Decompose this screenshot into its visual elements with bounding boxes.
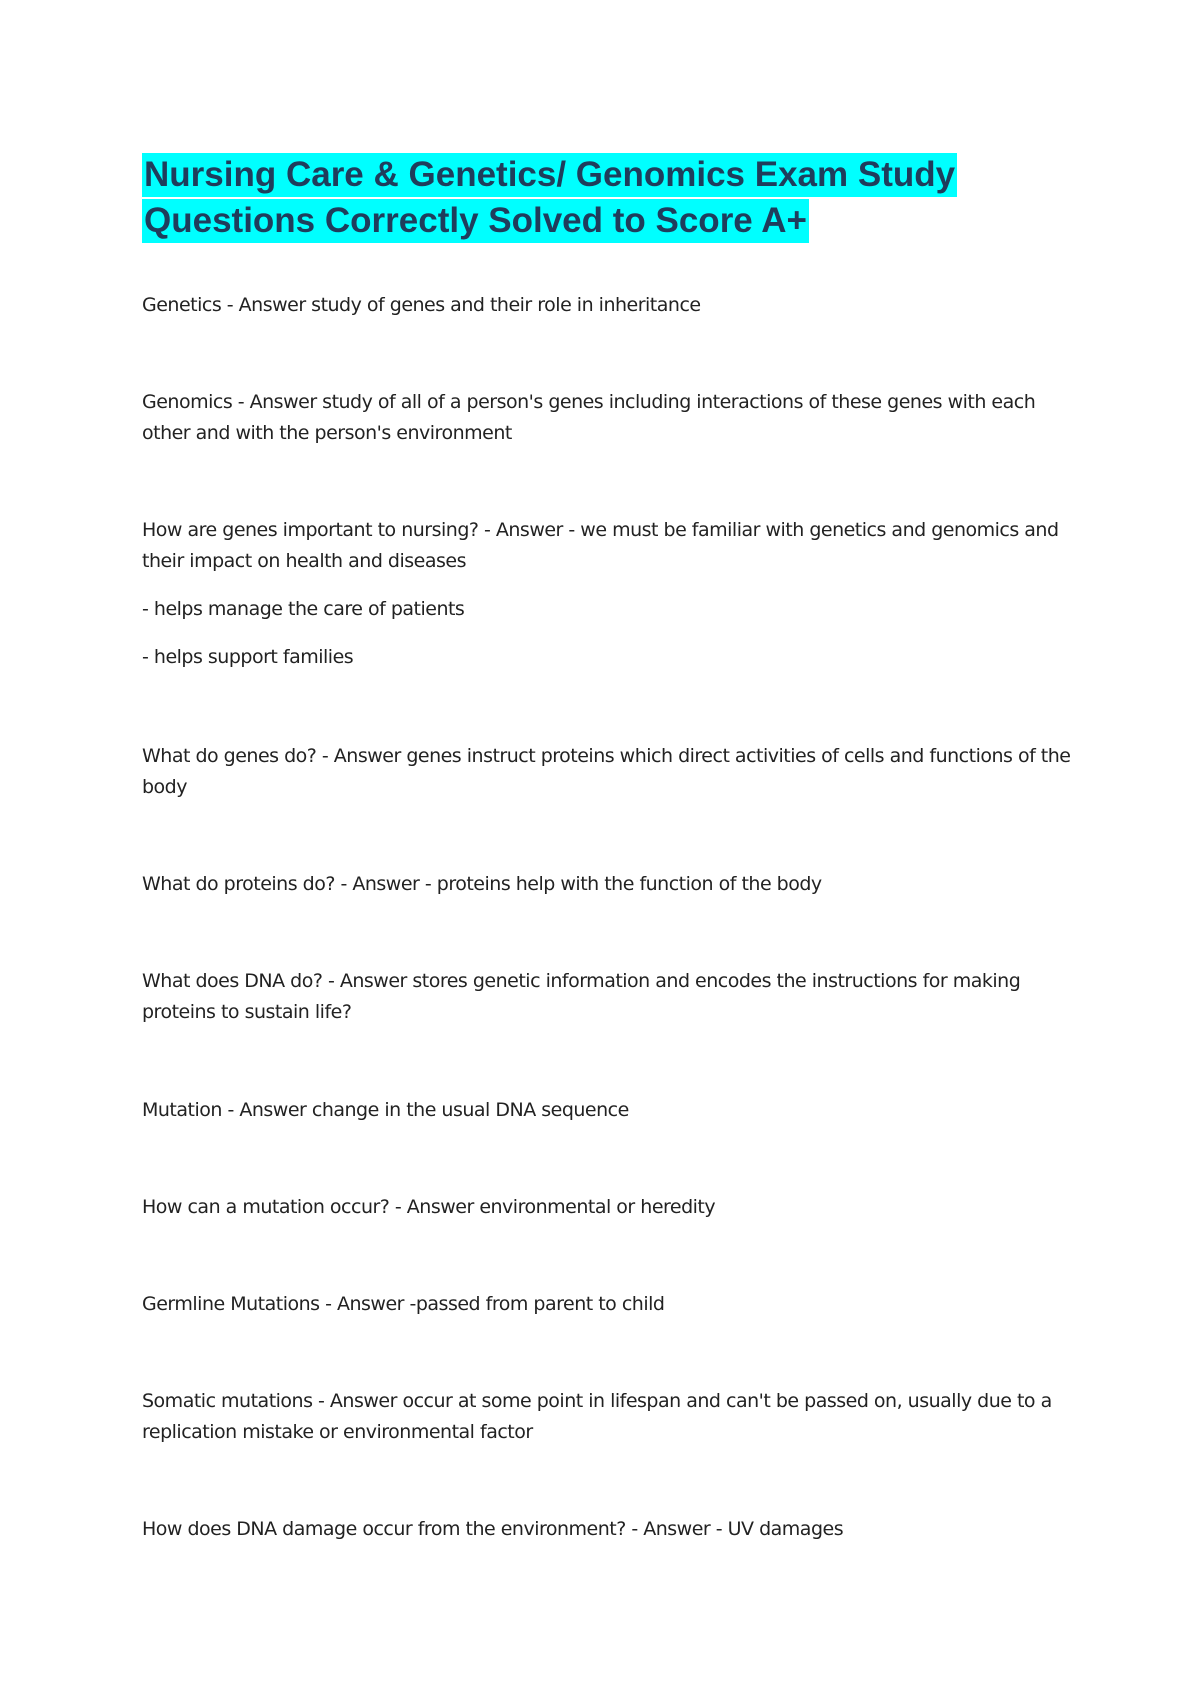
qa-text: Mutation - Answer change in the usual DNA sequence xyxy=(142,1099,629,1121)
qa-text: What do proteins do? - Answer - proteins help with the function of the body xyxy=(142,873,822,895)
qa-entry xyxy=(142,741,1082,803)
qa-text: Genetics - Answer study of genes and their role in inheritance xyxy=(142,294,701,316)
qa-text: How can a mutation occur? - Answer environmental or heredity xyxy=(142,1196,716,1218)
qa-text: What do genes do? - Answer genes instruct proteins which direct activities of cells and functions of the body xyxy=(142,745,1071,798)
document-title-text: Nursing Care & Genetics/ Genomics Exam Study Questions Correctly Solved to Score A+ xyxy=(142,153,957,243)
qa-entry xyxy=(142,869,1082,900)
qa-text: How are genes important to nursing? - Answer - we must be familiar with genetics and genomics and their impact on health and diseases xyxy=(142,519,1059,572)
qa-text: Somatic mutations - Answer occur at some point in lifespan and can't be passed on, usually due to a replication mistake or environmental factor xyxy=(142,1390,1052,1443)
qa-text: What does DNA do? - Answer stores genetic information and encodes the instructions for making proteins to sustain life? xyxy=(142,970,1021,1023)
qa-text: Genomics - Answer study of all of a person's genes including interactions of these genes with each other and with the person's environment xyxy=(142,391,1036,444)
qa-entry xyxy=(142,1289,1082,1320)
qa-entry xyxy=(142,515,1082,673)
qa-entry xyxy=(142,1514,1082,1545)
qa-entry xyxy=(142,1095,1082,1126)
qa-sub-item: - helps support families xyxy=(142,646,354,668)
qa-text: How does DNA damage occur from the environment? - Answer - UV damages xyxy=(142,1518,844,1540)
qa-entry xyxy=(142,290,1082,321)
qa-text: Germline Mutations - Answer -passed from parent to child xyxy=(142,1293,665,1315)
qa-entry xyxy=(142,1386,1082,1448)
qa-sub-item: - helps manage the care of patients xyxy=(142,598,465,620)
qa-entry xyxy=(142,1192,1082,1223)
qa-entry xyxy=(142,387,1082,449)
qa-entry xyxy=(142,966,1082,1028)
document-title xyxy=(142,152,1042,244)
